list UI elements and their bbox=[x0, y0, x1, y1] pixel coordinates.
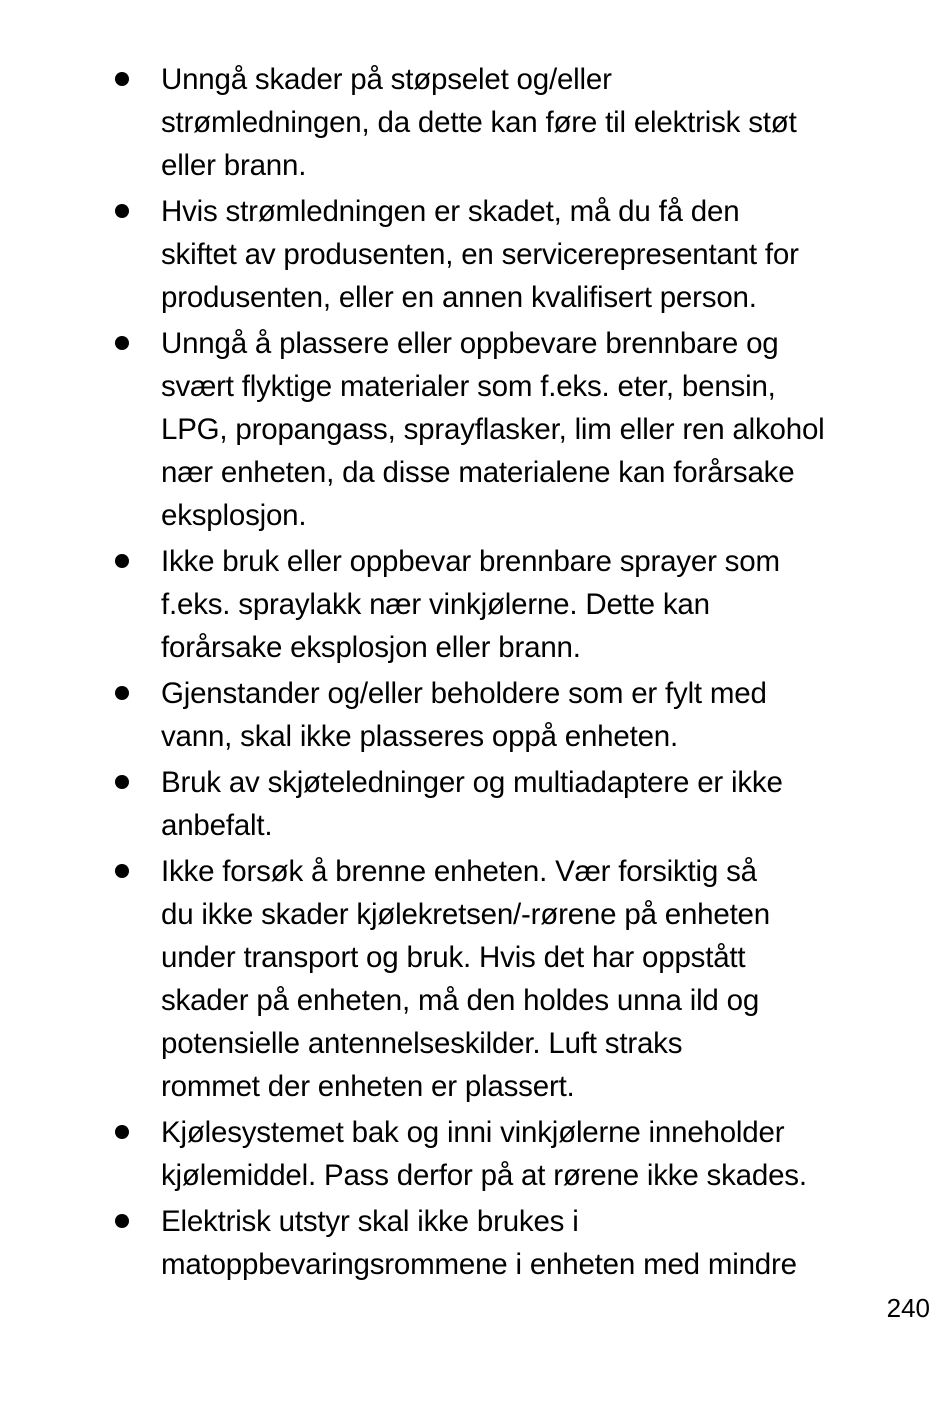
list-item bbox=[0, 58, 950, 187]
list-item bbox=[0, 761, 950, 847]
list-item-text: Gjenstander og/eller beholdere som er fylt med vann, skal ikke plasseres oppå enheten. bbox=[161, 677, 767, 753]
list-item-text: Bruk av skjøteledninger og multiadaptere er ikke anbefalt. bbox=[161, 766, 783, 842]
page-number: 240 bbox=[886, 1293, 930, 1323]
bullet-icon bbox=[115, 775, 129, 789]
list-item bbox=[0, 850, 950, 1108]
safety-bullet-list bbox=[0, 58, 950, 1289]
list-item-text: Elektrisk utstyr skal ikke brukes i matoppbevaringsrommene i enheten med mindre bbox=[161, 1205, 797, 1281]
bullet-icon bbox=[115, 864, 129, 878]
list-item bbox=[0, 322, 950, 537]
bullet-icon bbox=[115, 1125, 129, 1139]
list-item-text: Ikke bruk eller oppbevar brennbare sprayer som f.eks. spraylakk nær vinkjølerne. Dette kan forårsake eksplosjon eller brann. bbox=[161, 545, 780, 664]
list-item bbox=[0, 540, 950, 669]
bullet-icon bbox=[115, 1214, 129, 1228]
list-item-text: Kjølesystemet bak og inni vinkjølerne inneholder kjølemiddel. Pass derfor på at rørene ikke skades. bbox=[161, 1116, 807, 1192]
list-item-text: Ikke forsøk å brenne enheten. Vær forsiktig så du ikke skader kjølekretsen/-rørene på enheten under transport og bruk. Hvis det har oppstått skader på enheten, må den holdes unna ild og potensielle antennelseskilder. Luft straks rommet der enheten er plassert. bbox=[161, 855, 770, 1103]
bullet-icon bbox=[115, 204, 129, 218]
bullet-icon bbox=[115, 72, 129, 86]
bullet-icon bbox=[115, 336, 129, 350]
list-item-text: Unngå å plassere eller oppbevare brennbare og svært flyktige materialer som f.eks. eter, bensin, LPG, propangass, sprayflasker, lim eller ren alkohol nær enheten, da disse materialene kan forårsake eksplosjon. bbox=[161, 327, 825, 532]
list-item bbox=[0, 672, 950, 758]
list-item bbox=[0, 190, 950, 319]
bullet-icon bbox=[115, 686, 129, 700]
list-item-text: Unngå skader på støpselet og/eller strømledningen, da dette kan føre til elektrisk støt eller brann. bbox=[161, 63, 797, 182]
list-item bbox=[0, 1111, 950, 1197]
list-item bbox=[0, 1200, 950, 1286]
bullet-icon bbox=[115, 554, 129, 568]
list-item-text: Hvis strømledningen er skadet, må du få den skiftet av produsenten, en servicerepresentant for produsenten, eller en annen kvalifisert person. bbox=[161, 195, 799, 314]
